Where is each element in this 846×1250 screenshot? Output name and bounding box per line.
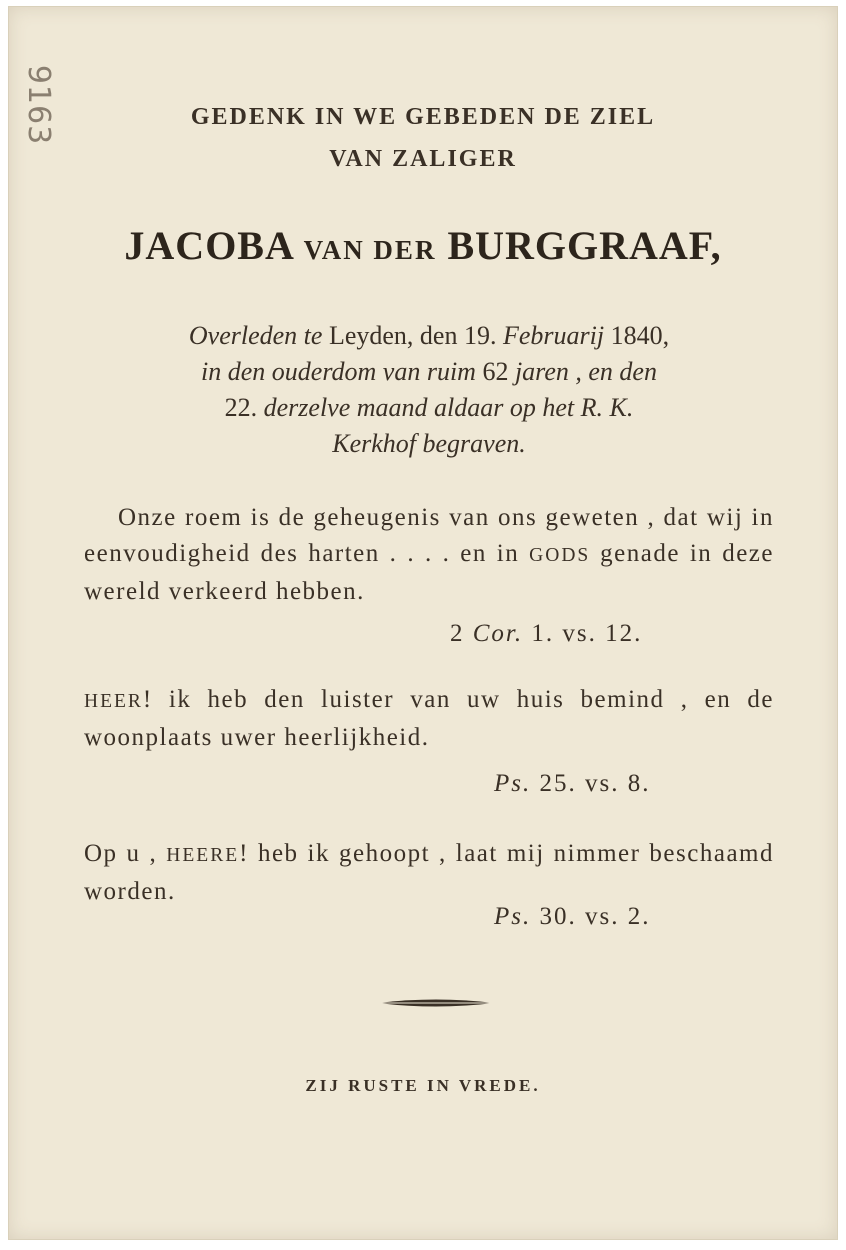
memorial-card [8, 6, 838, 1240]
ref-2-rest: 25. vs. 8. [539, 770, 651, 797]
header-line-2: VAN ZALIGER [329, 146, 517, 172]
age-text-b: jaren , en den [514, 357, 657, 386]
age-text-a: in den ouderdom van ruim [201, 357, 476, 386]
age-value: 62 [482, 357, 509, 386]
death-year: 1840 [610, 321, 663, 350]
verse-2-text: ! ik heb den luister van uw huis bemind , en de woonplaats uwer heerlijkheid. [84, 686, 774, 751]
name-middle: VAN DER [303, 235, 437, 265]
verse-1-gods: GODS [529, 545, 591, 566]
deceased-name [0, 222, 846, 269]
divider-ornament [376, 994, 496, 1012]
ref-3-rest: 30. vs. 2. [539, 903, 651, 930]
verse-2-heer: HEER [84, 691, 143, 712]
death-place: Leyden [328, 321, 407, 350]
footer-text: ZIJ RUSTE IN VREDE. [305, 1076, 541, 1095]
verse-3-reference [494, 903, 650, 931]
death-text-2: , den [406, 321, 458, 350]
ref-1-rest: 1. vs. 12. [531, 620, 643, 647]
verse-3-text-b: ! heb ik gehoopt , laat mij nimmer beschaamd worden. [84, 840, 774, 905]
verse-3-heere: HEERE [166, 845, 240, 866]
verse-3 [84, 836, 774, 910]
header-line-1: GEDENK IN WE GEBEDEN DE ZIEL [190, 104, 656, 130]
burial-place: Kerkhof begraven. [332, 429, 526, 458]
verse-1-text-a: Onze roem is de geheugenis van ons geweten , dat wij in eenvoudigheid des harten . . . . en in [84, 504, 774, 567]
burial-text: derzelve maand aldaar op het R. K. [263, 393, 634, 422]
death-text-1: Overleden te [188, 321, 323, 350]
death-month: Februarij [502, 321, 605, 350]
ref-3-book: Ps. [494, 903, 532, 930]
verse-3-text-a: Op u , [84, 840, 158, 867]
death-text-3: , [662, 321, 670, 350]
ref-1-book: Cor. [472, 620, 524, 647]
name-first: JACOBA [124, 223, 293, 268]
verse-1 [84, 500, 774, 610]
verse-2-reference [494, 770, 650, 798]
death-day: 19. [463, 321, 497, 350]
handwritten-number: 9163 [21, 64, 57, 146]
ref-1-num: 2 [450, 620, 465, 647]
verse-1-text-b: genade in deze wereld verkeerd hebben. [84, 540, 775, 605]
name-last: BURGGRAAF [447, 223, 711, 268]
name-punct: , [710, 223, 722, 268]
verse-1-reference [450, 620, 642, 648]
ref-2-book: Ps. [494, 770, 532, 797]
burial-day: 22. [224, 393, 258, 422]
death-notice [84, 318, 774, 462]
verse-2 [84, 682, 774, 756]
